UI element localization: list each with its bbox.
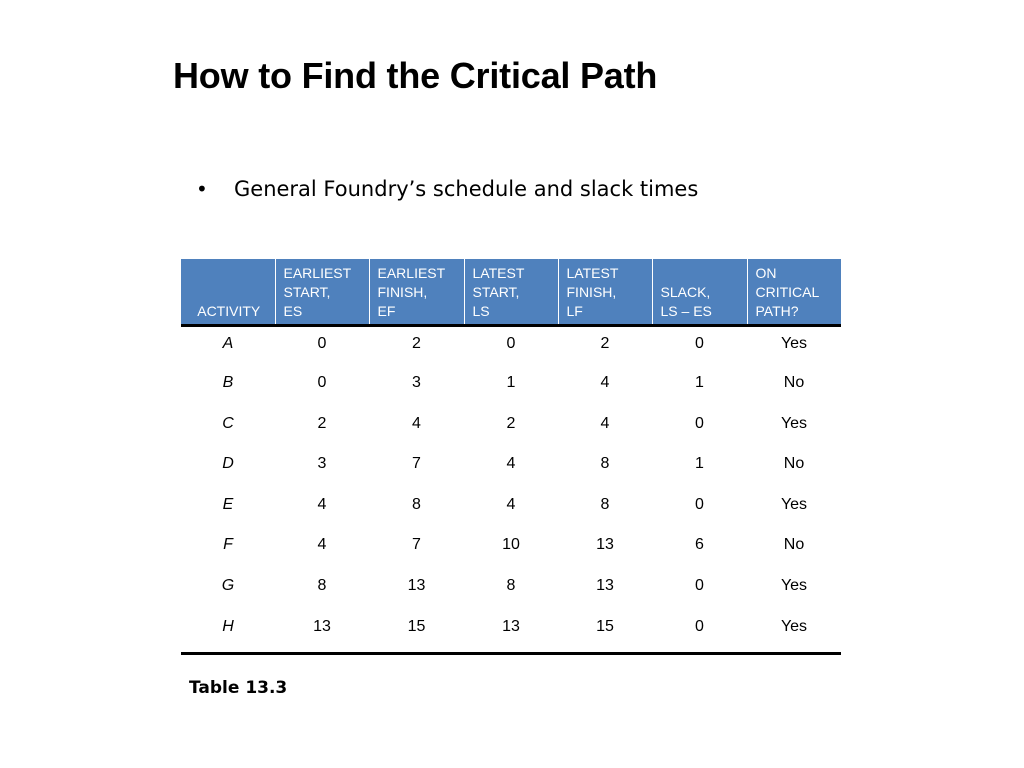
cell-ls: 0 bbox=[506, 335, 516, 352]
cell-critical: No bbox=[783, 536, 805, 554]
cell-slack: 0 bbox=[695, 335, 704, 352]
cell-ls: 2 bbox=[506, 414, 516, 432]
cell-slack: 1 bbox=[695, 455, 704, 473]
cell-es: 4 bbox=[317, 536, 327, 554]
cell-es: 3 bbox=[317, 455, 327, 473]
cell-slack: 1 bbox=[695, 374, 704, 392]
table-body bbox=[181, 326, 841, 654]
cell-slack: 0 bbox=[695, 577, 704, 595]
cell-es: 13 bbox=[275, 610, 369, 654]
cell-activity: E bbox=[222, 495, 234, 513]
table-row bbox=[181, 326, 841, 367]
cell-critical: Yes bbox=[747, 610, 841, 654]
bullet-text: General Foundry’s schedule and slack times bbox=[234, 177, 699, 201]
table-header-row bbox=[181, 259, 841, 326]
cell-slack: 6 bbox=[695, 536, 704, 554]
header-slack: SLACK, LS – ES bbox=[652, 259, 747, 326]
cell-activity: B bbox=[222, 374, 234, 392]
cell-critical: Yes bbox=[780, 335, 808, 352]
cell-lf: 8 bbox=[600, 495, 610, 513]
cell-ls: 10 bbox=[502, 536, 520, 554]
cell-critical: No bbox=[783, 455, 805, 473]
cell-lf: 13 bbox=[596, 536, 614, 554]
header-latest-finish: LATEST FINISH, LF bbox=[558, 259, 652, 326]
cell-critical: Yes bbox=[780, 495, 808, 513]
table-caption: Table 13.3 bbox=[189, 678, 288, 698]
header-earliest-finish: EARLIEST FINISH, EF bbox=[369, 259, 464, 326]
schedule-table-container bbox=[181, 259, 841, 655]
table-row bbox=[181, 569, 841, 610]
cell-slack: 0 bbox=[695, 495, 704, 513]
slide-title: How to Find the Critical Path bbox=[173, 55, 658, 96]
cell-ls: 1 bbox=[506, 374, 516, 392]
cell-es: 8 bbox=[317, 577, 327, 595]
header-earliest-start: EARLIEST START, ES bbox=[275, 259, 369, 326]
cell-es: 0 bbox=[317, 335, 327, 352]
cell-ef: 4 bbox=[412, 414, 421, 432]
header-activity: ACTIVITY bbox=[181, 259, 275, 326]
cell-critical: Yes bbox=[780, 414, 808, 432]
bullet-item bbox=[196, 177, 698, 201]
table-row bbox=[181, 366, 841, 407]
header-latest-start: LATEST START, LS bbox=[464, 259, 558, 326]
table-row bbox=[181, 488, 841, 529]
cell-ef: 2 bbox=[412, 335, 421, 352]
cell-ef: 3 bbox=[412, 374, 421, 392]
cell-ls: 4 bbox=[506, 495, 516, 513]
cell-ef: 13 bbox=[407, 577, 426, 595]
cell-critical: No bbox=[783, 374, 805, 392]
table-row bbox=[181, 528, 841, 569]
cell-ls: 8 bbox=[506, 577, 516, 595]
table-row bbox=[181, 447, 841, 488]
table-row bbox=[181, 610, 841, 654]
cell-slack: 0 bbox=[652, 610, 747, 654]
cell-activity: G bbox=[221, 577, 235, 595]
cell-ls: 13 bbox=[464, 610, 558, 654]
cell-activity: H bbox=[181, 610, 275, 654]
cell-critical: Yes bbox=[780, 577, 808, 595]
cell-lf: 8 bbox=[600, 455, 610, 473]
table-row bbox=[181, 407, 841, 448]
cell-es: 2 bbox=[317, 414, 327, 432]
cell-activity: D bbox=[222, 455, 234, 473]
cell-activity: A bbox=[222, 335, 234, 352]
cell-activity: F bbox=[223, 536, 233, 554]
cell-lf: 4 bbox=[600, 374, 610, 392]
bullet-icon: • bbox=[196, 177, 208, 201]
cell-lf: 13 bbox=[596, 577, 614, 595]
cell-lf: 2 bbox=[600, 335, 610, 352]
cell-lf: 4 bbox=[600, 414, 610, 432]
cell-slack: 0 bbox=[695, 414, 704, 432]
cell-ef: 7 bbox=[412, 536, 421, 554]
schedule-table bbox=[181, 259, 841, 655]
cell-lf: 15 bbox=[558, 610, 652, 654]
cell-es: 4 bbox=[317, 495, 327, 513]
cell-ef: 8 bbox=[412, 495, 421, 513]
header-on-critical-path: ON CRITICAL PATH? bbox=[747, 259, 841, 326]
cell-ef: 7 bbox=[412, 455, 421, 473]
cell-ls: 4 bbox=[506, 455, 516, 473]
cell-ef: 15 bbox=[369, 610, 464, 654]
cell-activity: C bbox=[222, 414, 234, 432]
cell-es: 0 bbox=[317, 374, 327, 392]
